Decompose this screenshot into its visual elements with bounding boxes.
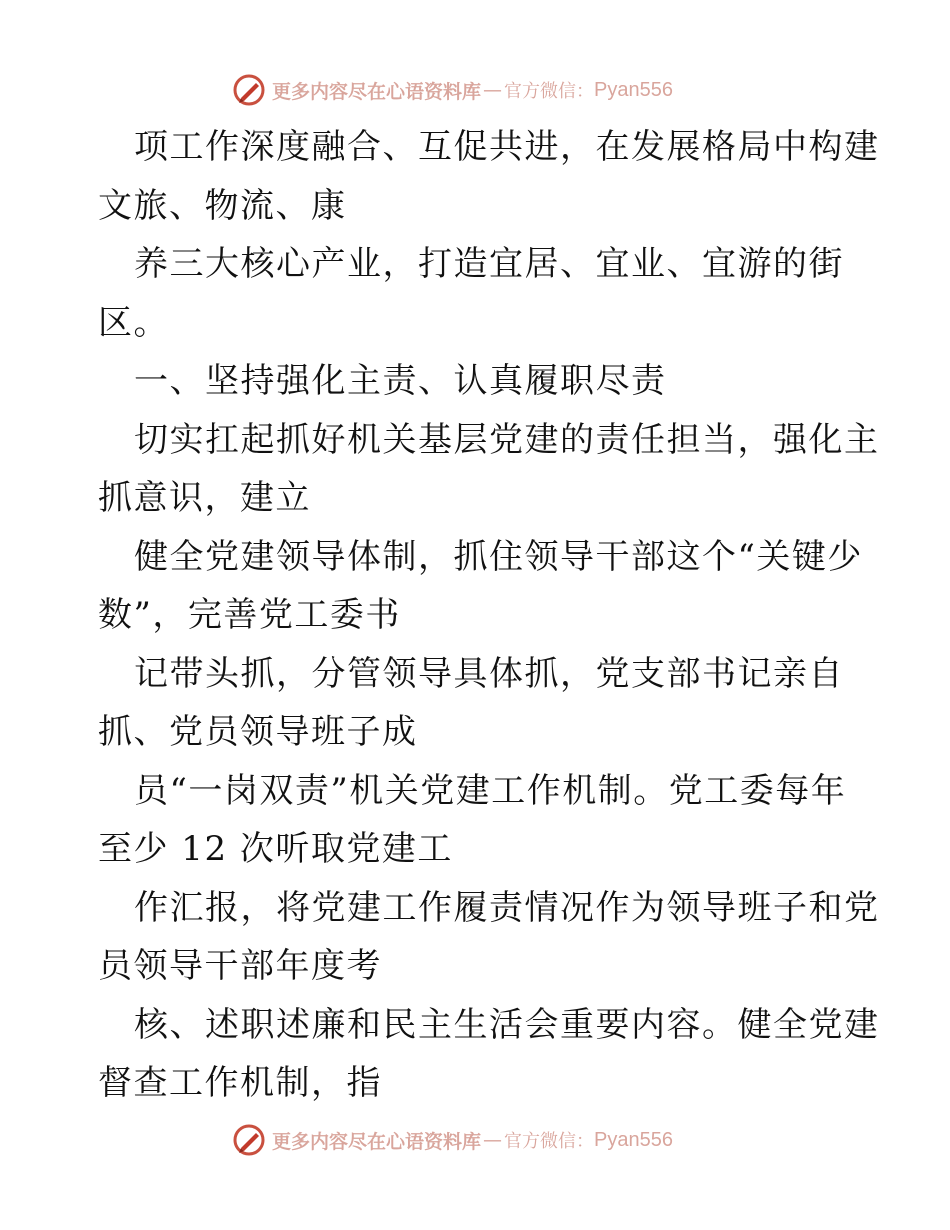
footer-wechat-label: 官方微信： <box>504 1131 595 1152</box>
header-banner-text: 更多内容尽在心语资料库 <box>272 80 482 103</box>
pen-logo-icon <box>232 73 266 107</box>
text-line: 文旅、物流、康 <box>98 185 347 226</box>
text-line: 员“一岗双责”机关党建工作机制。党工委每年 <box>134 770 847 811</box>
text-line: 养三大核心产业，打造宜居、宜业、宜游的街 <box>134 244 844 284</box>
footer-banner-text: 更多内容尽在心语资料库 <box>272 1130 482 1153</box>
text-line: 数”，完善党工委书 <box>98 595 401 635</box>
text-line: 员领导干部年度考 <box>98 946 382 986</box>
text-line: 区。 <box>98 302 169 343</box>
text-line: 作汇报，将党建工作履责情况作为领导班子和党 <box>134 887 880 928</box>
header-watermark-banner <box>232 70 673 110</box>
text-line: 抓意识，建立 <box>98 478 311 518</box>
header-wechat-id: Pyan556 <box>594 78 673 101</box>
text-line: 健全党建领导体制，抓住领导干部这个“关键少 <box>134 536 863 577</box>
footer-watermark-banner <box>232 1120 673 1160</box>
document-body <box>98 118 880 1113</box>
footer-wechat-id: Pyan556 <box>594 1128 673 1151</box>
text-line: 核、述职述廉和民主生活会重要内容。健全党建 <box>134 1004 880 1045</box>
footer-banner-separator: — <box>483 1129 503 1151</box>
text-line: 项工作深度融合、互促共进，在发展格局中构建 <box>134 127 880 167</box>
text-line: 抓、党员领导班子成 <box>98 712 418 752</box>
text-line: 至少 12 次听取党建工 <box>98 829 453 869</box>
text-line: 切实扛起抓好机关基层党建的责任担当，强化主 <box>134 419 880 460</box>
header-wechat-label: 官方微信： <box>504 81 595 102</box>
text-line: 记带头抓，分管领导具体抓，党支部书记亲自 <box>134 653 844 694</box>
pen-logo-icon <box>232 1123 266 1157</box>
text-line: 督查工作机制，指 <box>98 1063 382 1103</box>
header-banner-separator: — <box>483 79 503 101</box>
section-heading: 一、坚持强化主责、认真履职尽责 <box>134 361 667 401</box>
